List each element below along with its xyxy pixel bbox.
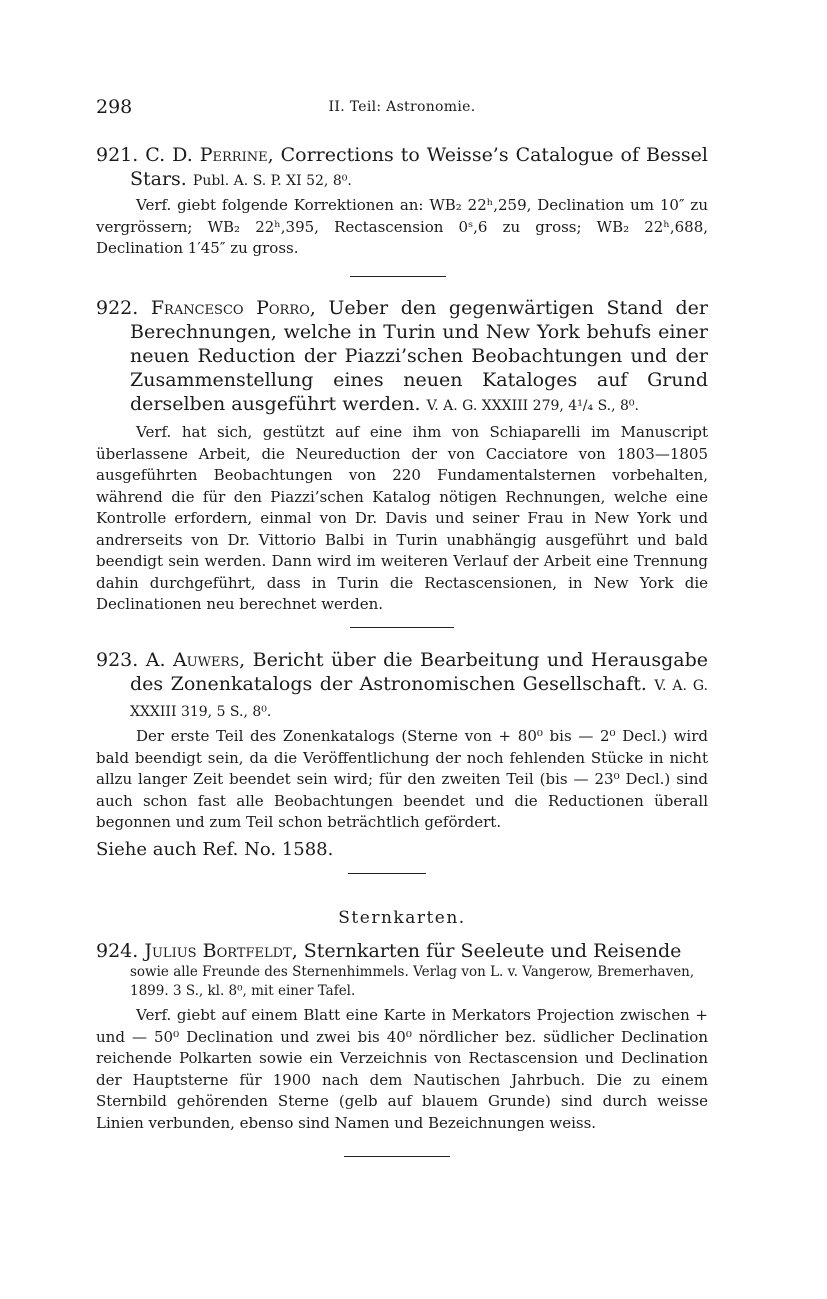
entry-body: Verf. hat sich, gestützt auf eine ihm von Schiaparelli im Manuscript überlassene Arbeit, die Neureduction der von Cacciatore von 1803—1805 ausgeführten Beobachtungen von 220 Fundamentalsternen vorbehalten, während die für den Piazzi’schen Katalog nötigen Rechnungen, welche eine Kontrolle erfordern, einmal von Dr. Davis und seiner Frau in New York und andrerseits von Dr. Vittorio Balbi in Turin unabhängig ausgeführt und bald beendigt sein werden. Dann wird im weiteren Verlauf der Arbeit eine Trennung dahin durchgeführt, dass in Turin die Rectascensionen, in New York die Declinationen neu berechnet werden. [96,423,708,613]
entry-number: 924. [96,940,139,962]
entry-publication: sowie alle Freunde des Sternenhimmels. Verlag von L. v. Vangerow, Bremerhaven, 1899. 3 S., kl. 8⁰, mit einer Tafel. [130,964,695,999]
separator-rule [344,1156,450,1157]
entry-author: Francesco Porro [150,297,310,319]
entry-title-text: , Sternkarten für Seeleute und Reisende [291,940,682,962]
entry-author: Julius Bortfeldt [144,940,292,962]
entry-number: 923. [96,649,139,671]
entry-title-text: , Ueber den gegenwärtigen Stand der Berechnungen, welche in Turin und New York behufs einer neuen Reduction der Piazzi’schen Beobachtungen und der Zusammenstellung eines neuen Kataloges auf Grund derselben ausgeführt werden. [130,297,708,415]
running-head: II. Teil: Astronomie. [328,99,476,115]
entry-title [96,648,708,724]
section-heading: Sternkarten. [338,908,466,928]
entry-921 [96,143,708,260]
separator-rule [350,276,446,277]
entry-923 [96,648,708,862]
entry-publication: Publ. A. S. P. XI 52, 8⁰. [192,173,352,189]
entry-publication: V. A. G. XXXIII 319, 5 S., 8⁰. [130,678,708,720]
entry-title [96,143,708,193]
entry-author: A. Auwers [145,649,240,671]
entry-author: C. D. Perrine [145,144,268,166]
page-header [96,96,708,122]
entry-body: Verf. giebt auf einem Blatt eine Karte in Merkators Projection zwischen + und — 50⁰ Declination und zwei bis 40⁰ nördlicher bez. südlicher Declination reichende Polkarten sowie ein Verzeichnis von Rectascension und Declination der Hauptsterne für 1900 nach dem Nautischen Jahrbuch. Die zu einem Sternbild gehörenden Sterne (gelb auf blauem Grunde) sind durch weisse Linien verbunden, ebenso sind Namen und Bezeichnungen weiss. [96,1006,708,1132]
entry-number: 922. [96,297,139,319]
entry-body: Der erste Teil des Zonenkatalogs (Sterne von + 80⁰ bis — 2⁰ Decl.) wird bald beendigt sein, da die Veröffentlichung der noch fehlenden Stücke in nicht allzu langer Zeit beendet sein wird; für den zweiten Teil (bis — 23⁰ Decl.) sind auch schon fast alle Beobachtungen beendet und die Reductionen überall begonnen und zum Teil schon beträchtlich gefördert. [96,727,708,831]
page-number: 298 [96,96,133,118]
see-also: Siehe auch Ref. No. 1588. [96,838,334,860]
entry-title-text: , Corrections to Weisse’s Catalogue of Bessel Stars. [130,144,708,190]
entry-title [96,296,708,418]
separator-rule [348,873,426,874]
entry-922 [96,296,708,616]
entry-number: 921. [96,144,139,166]
entry-title-text: , Bericht über die Bearbeitung und Herausgabe des Zonenkatalogs der Astronomischen Gesellschaft. [130,649,708,695]
entry-body: Verf. giebt folgende Korrektionen an: WB₂ 22ʰ,259, Declination um 10″ zu vergrössern; WB₂ 22ʰ,395, Rectascension 0ˢ,6 zu gross; WB₂ 22ʰ,688, Declination 1′45″ zu gross. [96,196,708,257]
separator-rule [350,627,454,628]
entry-title [96,939,708,963]
entry-publication: V. A. G. XXXIII 279, 4¹/₄ S., 8⁰. [426,398,639,414]
entry-924 [96,939,708,1134]
